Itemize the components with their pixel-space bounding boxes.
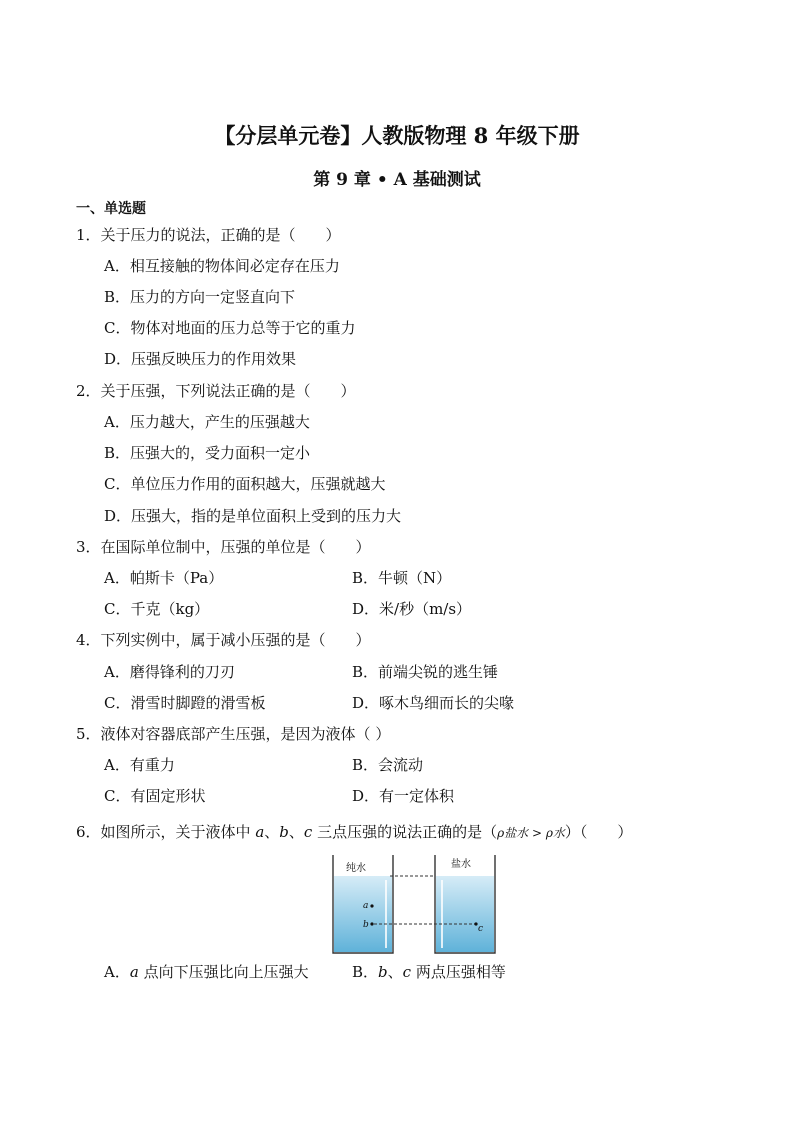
pure-water-liquid xyxy=(334,876,392,952)
rho-salt-water: ρ盐水 xyxy=(497,826,529,840)
rho-water: ρ水 xyxy=(545,826,565,840)
point-b xyxy=(370,922,373,925)
question-6-sep-1: 、 xyxy=(264,823,280,841)
question-3-option-b: B．牛顿（N） xyxy=(352,569,452,587)
var-c: c xyxy=(402,963,412,981)
greater-than: > xyxy=(528,826,546,840)
option-text: 点向下压强比向上压强大 xyxy=(138,963,309,981)
question-3-option-a: A．帕斯卡（Pa） xyxy=(104,569,224,587)
question-1-option-a: A．相互接触的物体间必定存在压力 xyxy=(104,257,340,275)
question-6-option-a xyxy=(104,961,309,982)
section-heading: 一、单选题 xyxy=(76,201,146,217)
question-3-option-c: C．千克（kg） xyxy=(104,600,210,618)
page-subtitle: 第 9 章 • A 基础测试 xyxy=(313,170,481,190)
question-2-option-b: B．压强大的，受力面积一定小 xyxy=(104,444,311,462)
question-1-stem: 1．关于压力的说法，正确的是（ ） xyxy=(76,226,341,244)
question-1-option-d: D．压强反映压力的作用效果 xyxy=(104,350,297,368)
salt-water-label: 盐水 xyxy=(451,859,471,870)
question-5-option-c: C．有固定形状 xyxy=(104,787,206,805)
var-b: b xyxy=(378,963,388,981)
question-4-option-c: C．滑雪时脚蹬的滑雪板 xyxy=(104,694,266,712)
option-letter: B． xyxy=(352,963,379,981)
question-6-stem-mid: 三点压强的说法正确的是（ xyxy=(312,823,498,841)
question-5-option-a: A．有重力 xyxy=(104,756,175,774)
question-6-stem-post: ）（ ） xyxy=(564,823,633,841)
salt-water-liquid xyxy=(436,876,494,952)
question-1-option-b: B．压力的方向一定竖直向下 xyxy=(104,288,296,306)
question-6-stem xyxy=(76,821,632,842)
question-6-option-b xyxy=(352,961,506,982)
question-2-stem: 2．关于压强，下列说法正确的是（ ） xyxy=(76,382,356,400)
point-b-label: b xyxy=(363,920,369,930)
option-sep: 、 xyxy=(387,963,403,981)
option-text: 两点压强相等 xyxy=(411,963,506,981)
question-4-stem: 4．下列实例中，属于减小压强的是（ ） xyxy=(76,631,371,649)
question-3-stem: 3．在国际单位制中，压强的单位是（ ） xyxy=(76,538,371,556)
question-2-option-c: C．单位压力作用的面积越大，压强就越大 xyxy=(104,475,386,493)
question-3-option-d: D．米/秒（m/s） xyxy=(352,600,472,618)
var-c: c xyxy=(303,823,313,841)
beakers-figure xyxy=(330,852,500,954)
question-6-stem-pre: 6．如图所示，关于液体中 xyxy=(76,823,256,841)
option-letter: A． xyxy=(104,963,130,981)
question-4-option-d: D．啄木鸟细而长的尖喙 xyxy=(352,694,515,712)
question-5-option-b: B．会流动 xyxy=(352,756,424,774)
point-a-label: a xyxy=(363,901,369,911)
question-4-option-b: B．前端尖锐的逃生锤 xyxy=(352,663,499,681)
question-5-option-d: D．有一定体积 xyxy=(352,787,455,805)
point-a xyxy=(370,904,373,907)
var-a: a xyxy=(255,823,265,841)
point-c-label: c xyxy=(478,924,484,934)
question-5-stem: 5．液体对容器底部产生压强，是因为液体（ ） xyxy=(76,725,391,743)
question-1-option-c: C．物体对地面的压力总等于它的重力 xyxy=(104,319,356,337)
question-6-sep-2: 、 xyxy=(288,823,304,841)
question-2-option-d: D．压强大，指的是单位面积上受到的压力大 xyxy=(104,507,402,525)
question-4-option-a: A．磨得锋利的刀刃 xyxy=(104,663,235,681)
var-b: b xyxy=(279,823,289,841)
beakers-svg xyxy=(330,852,500,954)
var-a: a xyxy=(129,963,139,981)
page-title: 【分层单元卷】人教版物理 8 年级下册 xyxy=(214,123,580,148)
question-2-option-a: A．压力越大，产生的压强越大 xyxy=(104,413,310,431)
pure-water-label: 纯水 xyxy=(346,863,366,874)
